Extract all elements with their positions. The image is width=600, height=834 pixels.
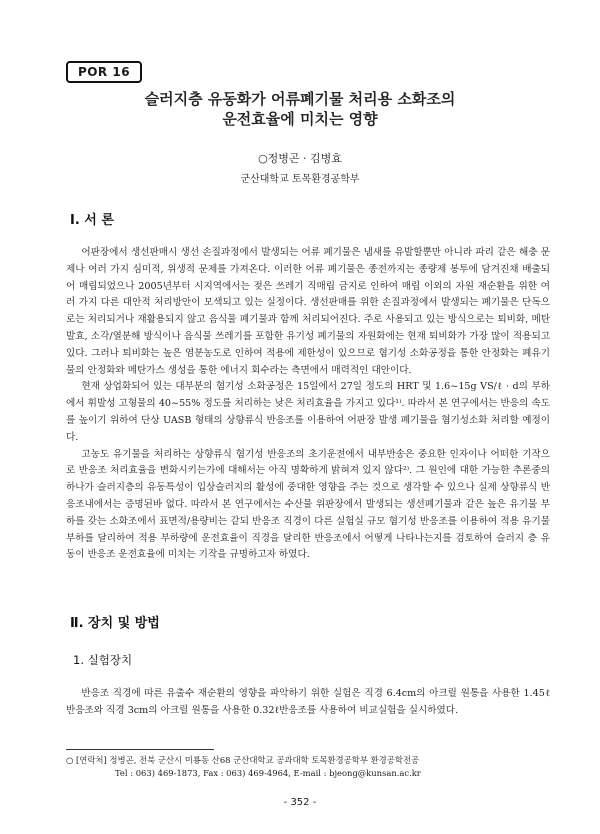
page-number: - 352 - [283,797,317,808]
subsection-heading-apparatus: 1. 실험장치 [73,653,133,667]
section-heading-methods: Ⅱ. 장치 및 방법 [70,616,160,631]
section-heading-introduction: Ⅰ. 서 론 [70,213,114,228]
intro-paragraph: 어판장에서 생선판매시 생선 손질과정에서 발생되는 어류 폐기물은 냄새를 유발할뿐만 아니라 파리 같은 해충 문제나 여러 가지 심미적, 위생적 문제를 가져온다. 이러한 어류 폐기물은 종전까지는 종량제 봉투에 담겨진채 배출되어 매립되었으나 2005년부터 시지역에서는 젖은 쓰레기 직매립 금지로 인하여 매립 이외의 자원 재순환을 위한 여러 가지 다른 대안적 처리방안이 모색되고 있는 실정이다. 생선판매를 위한 손질과정에서 발생되는 폐기물은 단독으로는 처리되거나 재활용되지 않고 음식물 폐기물과 함께 처리되어진다. 주로 사용되고 있는 방식으로는 퇴비화, 메탄발효, 소각/열분해 방식이나 음식물 쓰레기를 포함한 유기성 폐기물의 자원화에는 현재 퇴비화가 가장 많이 적용되고 있다. 그러나 퇴비화는 높은 염분농도로 인하여 적용에 제한성이 있으므로 혐기성 소화공정을 통한 안정화는 폐유기물의 안정화와 메탄가스 생성을 통한 에너지 회수라는 측면에서 매력적인 대안이다. [66,247,550,376]
footnote-phone-email: Tel : 063) 469-1873, Fax : 063) 469-4964, E-mail : bjeong@kunsan.ac.kr [115,768,421,778]
authors: ○정병곤 · 김병효 [258,152,342,165]
intro-paragraph: 고농도 유기물을 처리하는 상향류식 혐기성 반응조의 초기운전에서 내부반송은 중요한 인자이나 어떠한 기작으로 반응조 처리효율을 변화시키는가에 대해서는 아직 명확하게 밝혀져 있지 않다²⁾. 그 원인에 대한 가능한 추론중의 하나가 슬러지층의 유동특성이 입상슬러지의 활성에 중대한 영향을 주는 것으로 생각할 수 있으나 실제 상향류식 반응조내에서는 증명된바 없다. 따라서 본 연구에서는 수산물 위판장에서 발생되는 생선폐기물과 같은 높은 유기물 부하를 갖는 소화조에서 표면적/용량비는 같되 반응조 직경이 다른 실험실 규모 혐기성 반응조를 이용하여 적용 유기물 부하를 달리하여 적용 부하량에 운전효율이 직경을 달리한 반응조에서 어떻게 나타나는지를 검토하여 슬러지 층 유동이 반응조 운전효율에 미치는 기작을 규명하고자 하였다. [66,448,550,561]
footnote-divider [66,749,214,750]
introduction-body [66,245,550,564]
footnote-contact: ○ [연락처] 정병곤, 전북 군산시 미룡동 산68 군산대학교 공과대학 토목환경공학부 환경공학전공 [66,755,420,765]
methods-body [66,686,550,720]
title-line-2: 운전효율에 미치는 영향 [222,110,378,128]
paper-id-badge: POR 16 [66,61,142,83]
methods-paragraph: 반응조 직경에 따른 유출수 재순환의 영향을 파악하기 위한 실험은 직경 6.4cm의 아크릴 원통을 사용한 1.45ℓ반응조와 직경 3cm의 아크릴 원통을 사용한 0.32ℓ반응조를 사용하여 비교실험을 실시하였다. [66,688,550,716]
footnote [66,754,556,780]
intro-paragraph: 현재 상업화되어 있는 대부분의 혐기성 소화공정은 15일에서 27일 정도의 HRT 및 1.6~15g VS/ℓ · d의 부하에서 휘발성 고형물의 40~55% 정도를 처리하는 낮은 처리효율을 가지고 있다¹⁾. 따라서 본 연구에서는 반응의 속도를 높이기 위하여 단상 UASB 형태의 상향류식 반응조를 이용하여 어판장 발생 폐기물을 혐기성소화 처리할 예정이다. [66,381,550,443]
affiliation: 군산대학교 토목환경공학부 [240,174,360,185]
title-line-1: 슬러지층 유동화가 어류폐기물 처리용 소화조의 [144,90,456,108]
